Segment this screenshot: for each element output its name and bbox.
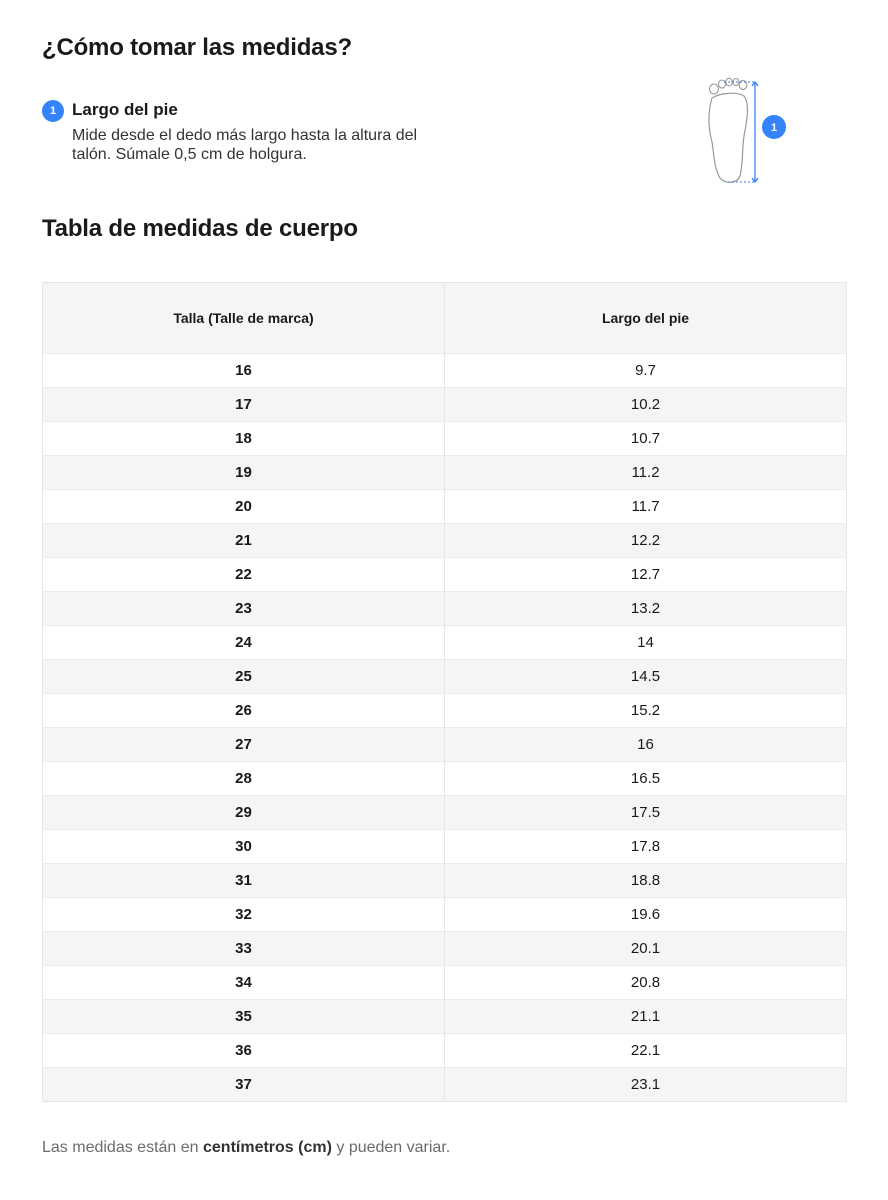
length-cell: 16 (445, 728, 847, 762)
length-cell: 14.5 (445, 660, 847, 694)
size-cell: 32 (43, 898, 445, 932)
size-cell: 30 (43, 830, 445, 864)
step-number-badge: 1 (42, 100, 64, 122)
length-cell: 12.2 (445, 524, 847, 558)
size-cell: 20 (43, 490, 445, 524)
page-title: ¿Cómo tomar las medidas? (42, 34, 352, 61)
table-row (43, 762, 847, 796)
units-note (42, 1139, 450, 1157)
units-note-prefix: Las medidas están en (42, 1139, 203, 1156)
table-header-row (43, 283, 847, 354)
table-row (43, 592, 847, 626)
table-row (43, 626, 847, 660)
foot-measure-icon (700, 76, 800, 188)
step-title: Largo del pie (72, 100, 178, 119)
size-cell: 25 (43, 660, 445, 694)
column-header-foot-length: Largo del pie (445, 283, 847, 354)
length-cell: 16.5 (445, 762, 847, 796)
length-cell: 20.8 (445, 966, 847, 1000)
size-cell: 36 (43, 1034, 445, 1068)
table-title: Tabla de medidas de cuerpo (42, 215, 358, 242)
table-row (43, 694, 847, 728)
table-row (43, 932, 847, 966)
step-description: Mide desde el dedo más largo hasta la altura del talón. Súmale 0,5 cm de holgura. (72, 127, 418, 163)
size-cell: 16 (43, 354, 445, 388)
size-cell: 23 (43, 592, 445, 626)
table-row (43, 1000, 847, 1034)
table-row (43, 388, 847, 422)
illustration-badge: 1 (770, 122, 778, 134)
size-cell: 22 (43, 558, 445, 592)
length-cell: 11.7 (445, 490, 847, 524)
table-row (43, 796, 847, 830)
size-cell: 19 (43, 456, 445, 490)
size-cell: 17 (43, 388, 445, 422)
table-row (43, 490, 847, 524)
size-cell: 34 (43, 966, 445, 1000)
table-row (43, 966, 847, 1000)
table-row (43, 728, 847, 762)
length-cell: 19.6 (445, 898, 847, 932)
length-cell: 18.8 (445, 864, 847, 898)
size-cell: 33 (43, 932, 445, 966)
table-row (43, 864, 847, 898)
length-cell: 23.1 (445, 1068, 847, 1102)
length-cell: 11.2 (445, 456, 847, 490)
table-row (43, 558, 847, 592)
length-cell: 17.8 (445, 830, 847, 864)
length-cell: 9.7 (445, 354, 847, 388)
size-cell: 29 (43, 796, 445, 830)
size-cell: 37 (43, 1068, 445, 1102)
size-table (42, 282, 847, 1102)
table-row (43, 1068, 847, 1102)
length-cell: 21.1 (445, 1000, 847, 1034)
length-cell: 14 (445, 626, 847, 660)
units-note-unit: centímetros (cm) (203, 1139, 332, 1156)
table-row (43, 830, 847, 864)
length-cell: 13.2 (445, 592, 847, 626)
length-cell: 10.2 (445, 388, 847, 422)
units-note-suffix: y pueden variar. (331, 1139, 451, 1156)
size-cell: 26 (43, 694, 445, 728)
length-cell: 20.1 (445, 932, 847, 966)
table-row (43, 354, 847, 388)
size-cell: 31 (43, 864, 445, 898)
length-cell: 17.5 (445, 796, 847, 830)
size-cell: 21 (43, 524, 445, 558)
table-row (43, 1034, 847, 1068)
length-cell: 10.7 (445, 422, 847, 456)
size-cell: 28 (43, 762, 445, 796)
size-cell: 24 (43, 626, 445, 660)
table-row (43, 524, 847, 558)
size-cell: 27 (43, 728, 445, 762)
size-cell: 35 (43, 1000, 445, 1034)
column-header-size: Talla (Talle de marca) (43, 283, 445, 354)
length-cell: 22.1 (445, 1034, 847, 1068)
table-row (43, 422, 847, 456)
table-row (43, 456, 847, 490)
length-cell: 12.7 (445, 558, 847, 592)
length-cell: 15.2 (445, 694, 847, 728)
table-row (43, 660, 847, 694)
table-row (43, 898, 847, 932)
size-cell: 18 (43, 422, 445, 456)
